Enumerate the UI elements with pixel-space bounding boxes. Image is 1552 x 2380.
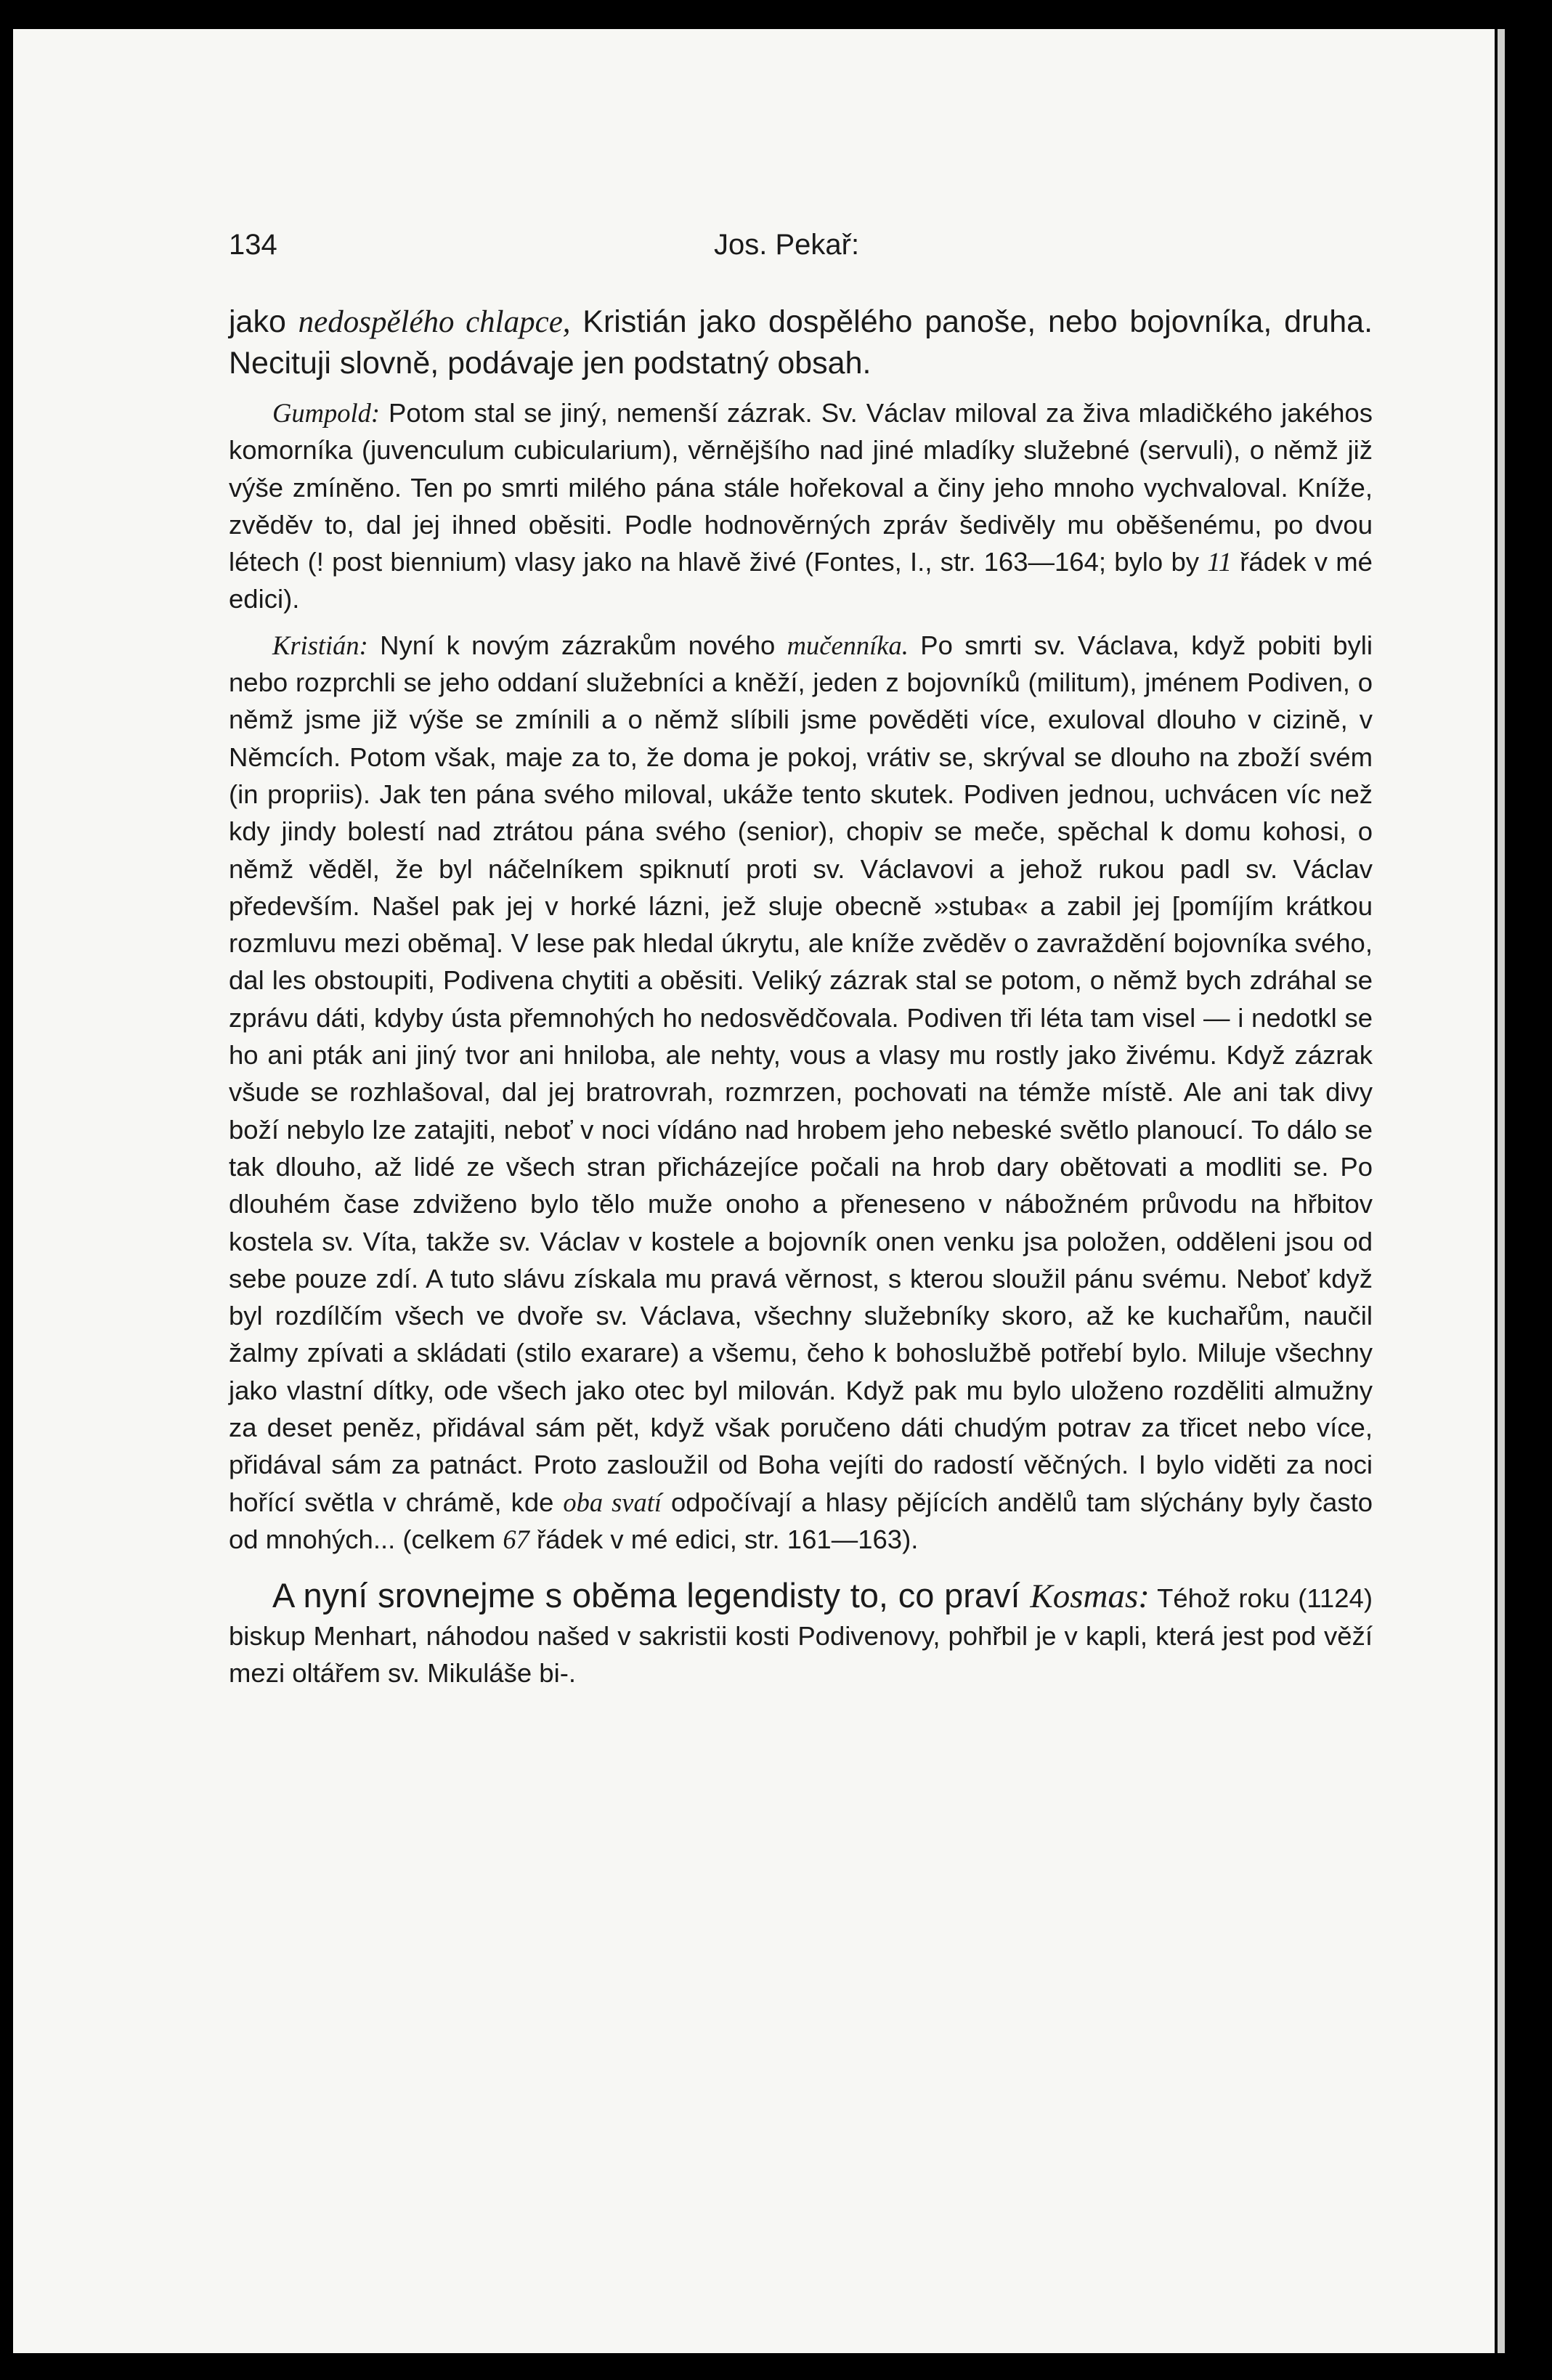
page-edge	[1498, 29, 1505, 2353]
intro-paragraph: jako nedospělého chlapce, Kristián jako dospělého panoše, nebo bojovníka, druha. Necituji slovně, podávaje jen podstatný obsah.	[229, 304, 1373, 381]
body-text	[229, 301, 1373, 1691]
kristian-quote: Kristián: Nyní k novým zázrakům nového mučenníka. Po smrti sv. Václava, když pobiti byli nebo rozprchli se jeho oddaní služebníci a kněží, jeden z bojovníků (militum), jménem Podiven, o němž jsme již výše se zmínili a o němž slíbili jsme pověděti více, exuloval dlouho v cizině, v Němcích. Potom však, maje za to, že doma je pokoj, vrátiv se, skrýval se dlouho na zboží svém (in propriis). Jak ten pána svého miloval, ukáže tento skutek. Podiven jednou, uchvácen víc než kdy jindy bolestí nad ztrátou pána svého (senior), chopiv se meče, spěchal k domu kohosi, o němž věděl, že byl náčelníkem spiknutí proti sv. Václavovi a jehož rukou padl sv. Václav především. Našel pak jej v horké lázni, jež sluje obecně »stuba« a zabil jej [pomíjím krátkou rozmluvu mezi oběma]. V lese pak hledal úkrytu, ale kníže zvěděv o zavraždění bojovníka svého, dal les obstoupiti, Podivena chytiti a oběsiti. Veliký zázrak stal se potom, o němž bych zdráhal se zprávu dáti, kdyby ústa přemnohých ho nedosvědčovala. Podiven tři léta tam visel — i nedotkl se ho ani pták ani jiný tvor ani hniloba, ale nehty, vous a vlasy mu rostly jako živému. Když zázrak všude se rozhlašoval, dal jej bratrovrah, rozmrzen, pochovati na témže místě. Ale ani tak divy boží nebylo lze zatajiti, neboť v noci vídáno nad hrobem jeho nebeské světlo planoucí. To dálo se tak dlouho, až lidé ze všech stran přicházejíce počali na hrob dary obětovati a modliti se. Po dlouhém čase zdviženo bylo tělo muže onoho a přeneseno v nábožném průvodu na hřbitov kostela sv. Víta, takže sv. Václav v kostele a bojovník onen venku jsa položen, odděleni jsou od sebe pouze zdí. A tuto slávu získala mu pravá věrnost, s kterou sloužil pánu svému. Neboť když byl rozdílčím všech ve dvoře sv. Václava, všechny služebníky skoro, až ke kuchařům, naučil žalmy zpívati a skládati (stilo exarare) a všemu, čeho k bohoslužbě potřebí bylo. Miluje všechny jako vlastní dítky, ode všech jako otec byl milován. Když pak mu bylo uloženo rozděliti almužny za deset peněz, přidával sám pět, když však poručeno dáti chudým potrav za třicet nebo více, přidával sám za patnáct. Proto zasloužil od Boha vejíti do radostí věčných. I bylo viděti za noci hořící světla v chrámě, kde oba svatí odpočívají a hlasy pějících andělů tam slýchány byly často od mnohých... (celkem 67 řádek v mé edici, str. 161—163).	[229, 630, 1373, 1554]
gumpold-quote: Gumpold: Potom stal se jiný, nemenší zázrak. Sv. Václav miloval za živa mladičkého jakéhos komorníka (juvenculum cubicularium), věrnějšího nad jiné mladíky služebné (servuli), o němž již výše zmíněno. Ten po smrti milého pána stále hořekoval a činy jeho mnoho vychvaloval. Kníže, zvěděv to, dal jej ihned oběsiti. Podle hodnověrných zpráv šedivěly mu oběšenému, po dvou létech (! post biennium) vlasy jako na hlavě živé (Fontes, I., str. 163—164; bylo by 11 řádek v mé edici).	[229, 398, 1373, 614]
book-page	[13, 29, 1495, 2353]
page-number: 134	[229, 229, 277, 261]
source-gumpold: Gumpold:	[272, 398, 381, 428]
page-header	[13, 229, 1495, 265]
running-head: Jos. Pekař:	[714, 229, 860, 261]
kosmas-paragraph: A nyní srovnejme s oběma legendisty to, co praví Kosmas: Téhož roku (1124) biskup Menhart, náhodou našed v sakristii kosti Podivenovy, pohřbil je v kapli, která jest pod věží mezi oltářem sv. Mikuláše bi-.	[229, 1576, 1373, 1688]
source-kosmas: Kosmas:	[1030, 1577, 1150, 1616]
source-kristian: Kristián:	[272, 630, 368, 660]
